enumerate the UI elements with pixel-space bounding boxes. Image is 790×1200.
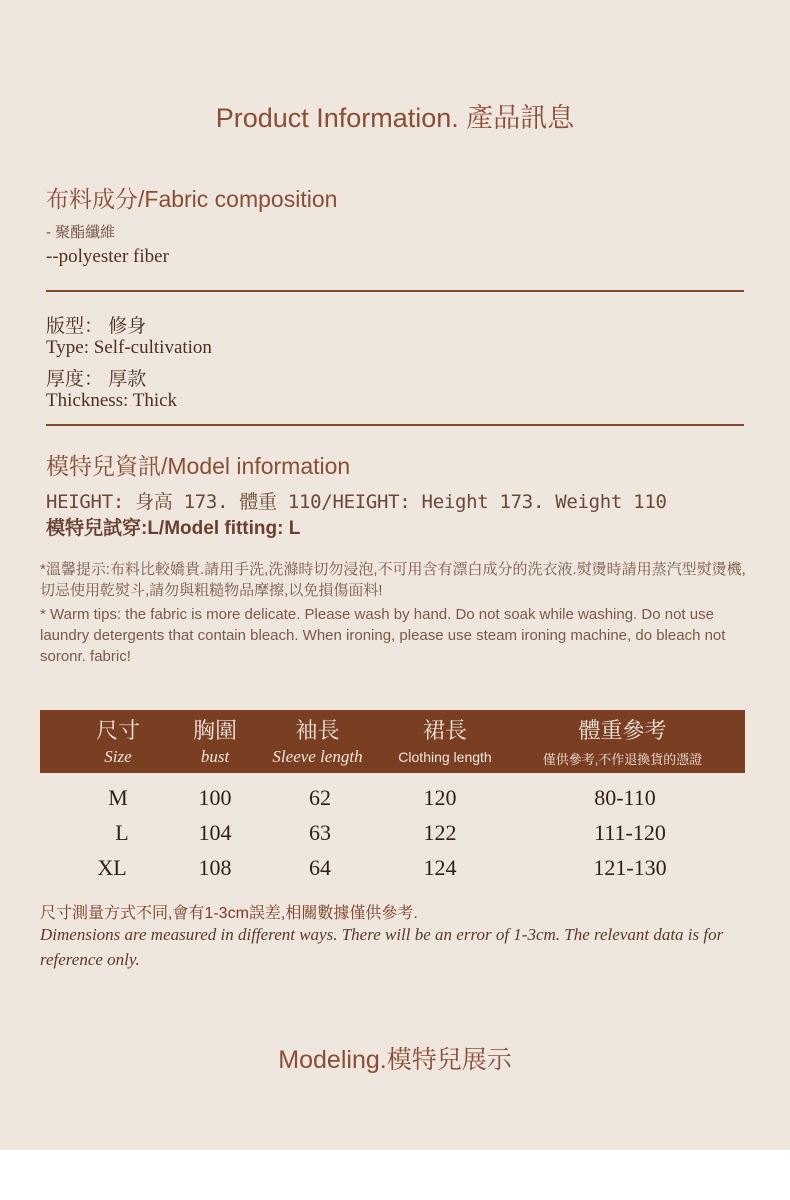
header-weight-en: 僅供參考,不作退換貨的憑證	[542, 752, 703, 767]
page-title: Product Information. 產品訊息	[215, 103, 575, 133]
cell-weight: 121-130	[593, 855, 667, 880]
header-size-zh: 尺寸	[95, 718, 140, 743]
type-zh: 版型： 修身	[46, 316, 147, 337]
header-sleeve-zh: 袖長	[295, 718, 340, 743]
cell-sleeve: 62	[309, 785, 331, 810]
divider-2	[46, 424, 744, 426]
size-table-header	[40, 710, 745, 773]
type-en: Type: Self-cultivation	[46, 337, 212, 358]
cell-size: M	[108, 785, 128, 810]
cell-bust: 100	[198, 785, 232, 810]
header-sleeve-en: Sleeve length	[272, 747, 363, 766]
measurement-note-en: Dimensions are measured in different ways. There will be an error of 1-3cm. The relevant data is for reference only.	[40, 925, 724, 969]
model-heading: 模特兒資訊/Model information	[46, 453, 351, 479]
modeling-title: Modeling.模特兒展示	[278, 1046, 512, 1074]
cell-bust: 104	[198, 820, 232, 845]
cell-sleeve: 63	[309, 820, 331, 845]
cell-size: L	[115, 820, 129, 845]
warm-tips-en: * Warm tips: the fabric is more delicate. Please wash by hand. Do not soak while washing. Do not use laundry detergents that contain bleach. When ironing, please use steam ironing machine, do bleach not soronr. fabric!	[40, 606, 726, 665]
cell-length: 122	[423, 820, 457, 845]
header-length-zh: 裙長	[422, 718, 467, 743]
header-size-en: Size	[104, 747, 132, 766]
fabric-line-en: --polyester fiber	[46, 246, 169, 267]
cell-weight: 111-120	[594, 820, 666, 845]
fabric-heading: 布料成分/Fabric composition	[46, 186, 338, 212]
divider-1	[46, 290, 744, 292]
warm-tips-zh: *溫馨提示:布料比較嬌貴.請用手洗,洗滌時切勿浸泡,不可用含有漂白成分的洗衣液.熨燙時請用蒸汽型熨燙機,切忌使用乾熨斗,請勿與粗糙物品摩擦,以免損傷面料!	[40, 561, 746, 599]
model-height-line: HEIGHT: 身高 173. 體重 110/HEIGHT: Height 173. Weight 110	[46, 491, 667, 513]
header-length-en: Clothing length	[398, 749, 492, 765]
model-fitting: 模特兒試穿:L/Model fitting: L	[46, 518, 301, 539]
cell-length: 124	[423, 855, 457, 880]
fabric-line-zh: - 聚酯纖維	[46, 224, 116, 241]
header-bust-zh: 胸圍	[192, 718, 237, 743]
header-weight-zh: 體重參考	[578, 718, 667, 743]
thickness-en: Thickness: Thick	[46, 390, 178, 411]
thickness-zh: 厚度： 厚款	[46, 369, 147, 390]
cell-length: 120	[423, 785, 457, 810]
cell-weight: 80-110	[594, 785, 656, 810]
cell-sleeve: 64	[309, 855, 331, 880]
cell-size: XL	[97, 855, 127, 880]
measurement-note-zh: 尺寸測量方式不同,會有1-3cm誤差,相關數據僅供參考.	[40, 905, 418, 922]
cell-bust: 108	[198, 855, 232, 880]
header-bust-en: bust	[200, 747, 230, 766]
